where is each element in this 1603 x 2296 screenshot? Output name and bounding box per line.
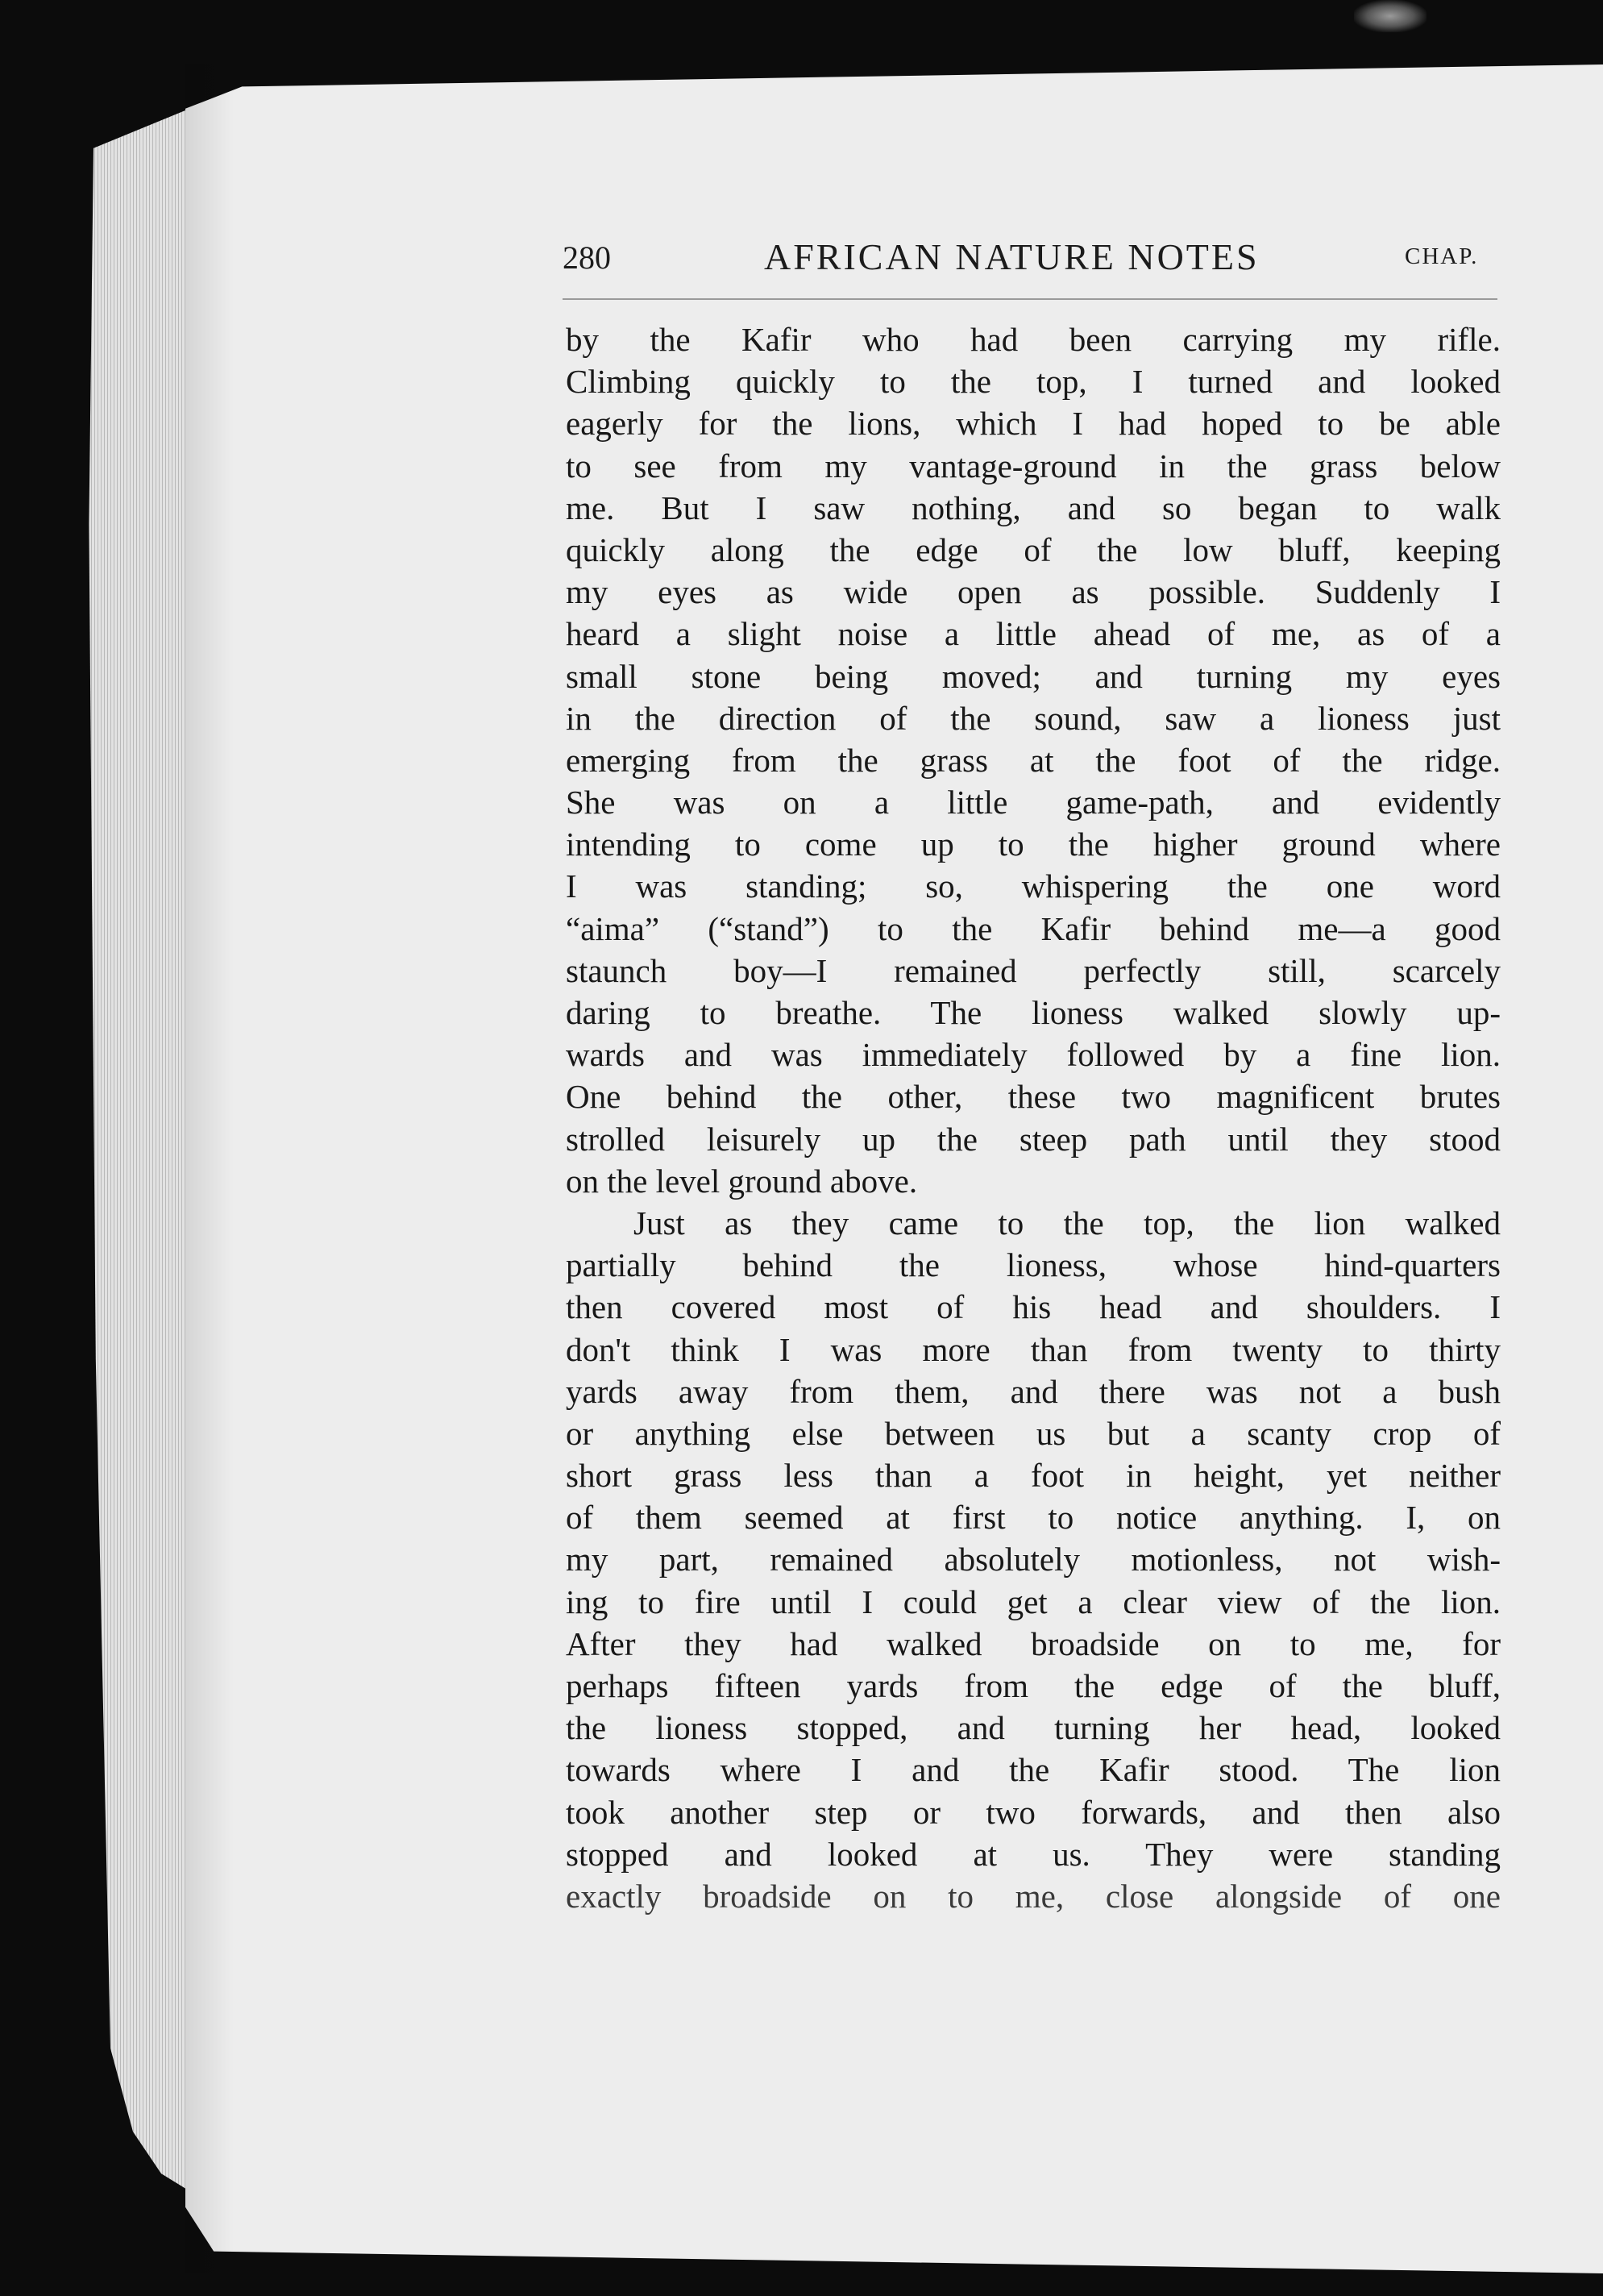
text-line: yards away from them, and there was not a bush [566, 1372, 1501, 1410]
gutter-shadow [185, 64, 234, 2273]
text-line: daring to breathe. The lioness walked slowly up- [566, 994, 1501, 1031]
text-line: strolled leisurely up the steep path until they stood [566, 1120, 1501, 1158]
text-line: exactly broadside on to me, close alongside of one [566, 1877, 1501, 1915]
body-text [566, 318, 1501, 1917]
text-line: towards where I and the Kafir stood. The lion [566, 1751, 1501, 1789]
text-line: me. But I saw nothing, and so began to walk [566, 489, 1501, 526]
text-line: don't think I was more than from twenty to thirty [566, 1330, 1501, 1368]
text-line: I was standing; so, whispering the one word [566, 867, 1501, 905]
text-line: Climbing quickly to the top, I turned and looked [566, 363, 1501, 401]
text-line: in the direction of the sound, saw a lioness just [566, 699, 1501, 737]
text-line: staunch boy—I remained perfectly still, scarcely [566, 951, 1501, 989]
chapter-label: CHAP. [1405, 243, 1479, 269]
text-line: small stone being moved; and turning my eyes [566, 657, 1501, 695]
text-line: short grass less than a foot in height, yet neither [566, 1457, 1501, 1495]
text-line: of them seemed at first to notice anything. I, on [566, 1499, 1501, 1537]
page-edges [82, 106, 195, 2194]
text-line: She was on a little game-path, and evidently [566, 784, 1501, 821]
text-line: my part, remained absolutely motionless, not wish- [566, 1541, 1501, 1578]
text-line: or anything else between us but a scanty crop of [566, 1414, 1501, 1452]
text-line: took another step or two forwards, and then also [566, 1793, 1501, 1831]
page-number: 280 [563, 239, 611, 276]
text-line: on the level ground above. [566, 1162, 918, 1200]
text-line: then covered most of his head and shoulders. I [566, 1288, 1501, 1326]
paragraph-2 [566, 1202, 1501, 1917]
running-title: AFRICAN NATURE NOTES [764, 236, 1260, 277]
running-head [563, 232, 1497, 281]
text-line: my eyes as wide open as possible. Suddenly I [566, 573, 1501, 611]
text-line: emerging from the grass at the foot of the ridge. [566, 741, 1501, 779]
text-line: Just as they came to the top, the lion walked [633, 1204, 1501, 1242]
text-line: wards and was immediately followed by a fine lion. [566, 1036, 1501, 1074]
text-line: ing to fire until I could get a clear view of the lion. [566, 1583, 1501, 1620]
text-line: to see from my vantage-ground in the grass below [566, 447, 1501, 485]
binding-mark [1354, 0, 1427, 32]
text-line: by the Kafir who had been carrying my rifle. [566, 321, 1501, 358]
text-line: One behind the other, these two magnificent brutes [566, 1078, 1501, 1116]
text-line: perhaps fifteen yards from the edge of the bluff, [566, 1667, 1501, 1704]
text-line: “aima” (“stand”) to the Kafir behind me—a good [566, 909, 1501, 947]
text-line: heard a slight noise a little ahead of me, as of a [566, 615, 1501, 653]
paragraph-1 [566, 318, 1501, 1202]
text-line: stopped and looked at us. They were standing [566, 1835, 1501, 1873]
text-line: After they had walked broadside on to me, for [566, 1624, 1501, 1662]
header-rule [563, 298, 1497, 300]
text-line: the lioness stopped, and turning her head, looked [566, 1709, 1501, 1747]
text-line: partially behind the lioness, whose hind-quarters [566, 1246, 1501, 1284]
text-line: eagerly for the lions, which I had hoped to be able [566, 405, 1501, 443]
text-line: intending to come up to the higher ground where [566, 826, 1501, 863]
text-line: quickly along the edge of the low bluff, keeping [566, 530, 1501, 568]
